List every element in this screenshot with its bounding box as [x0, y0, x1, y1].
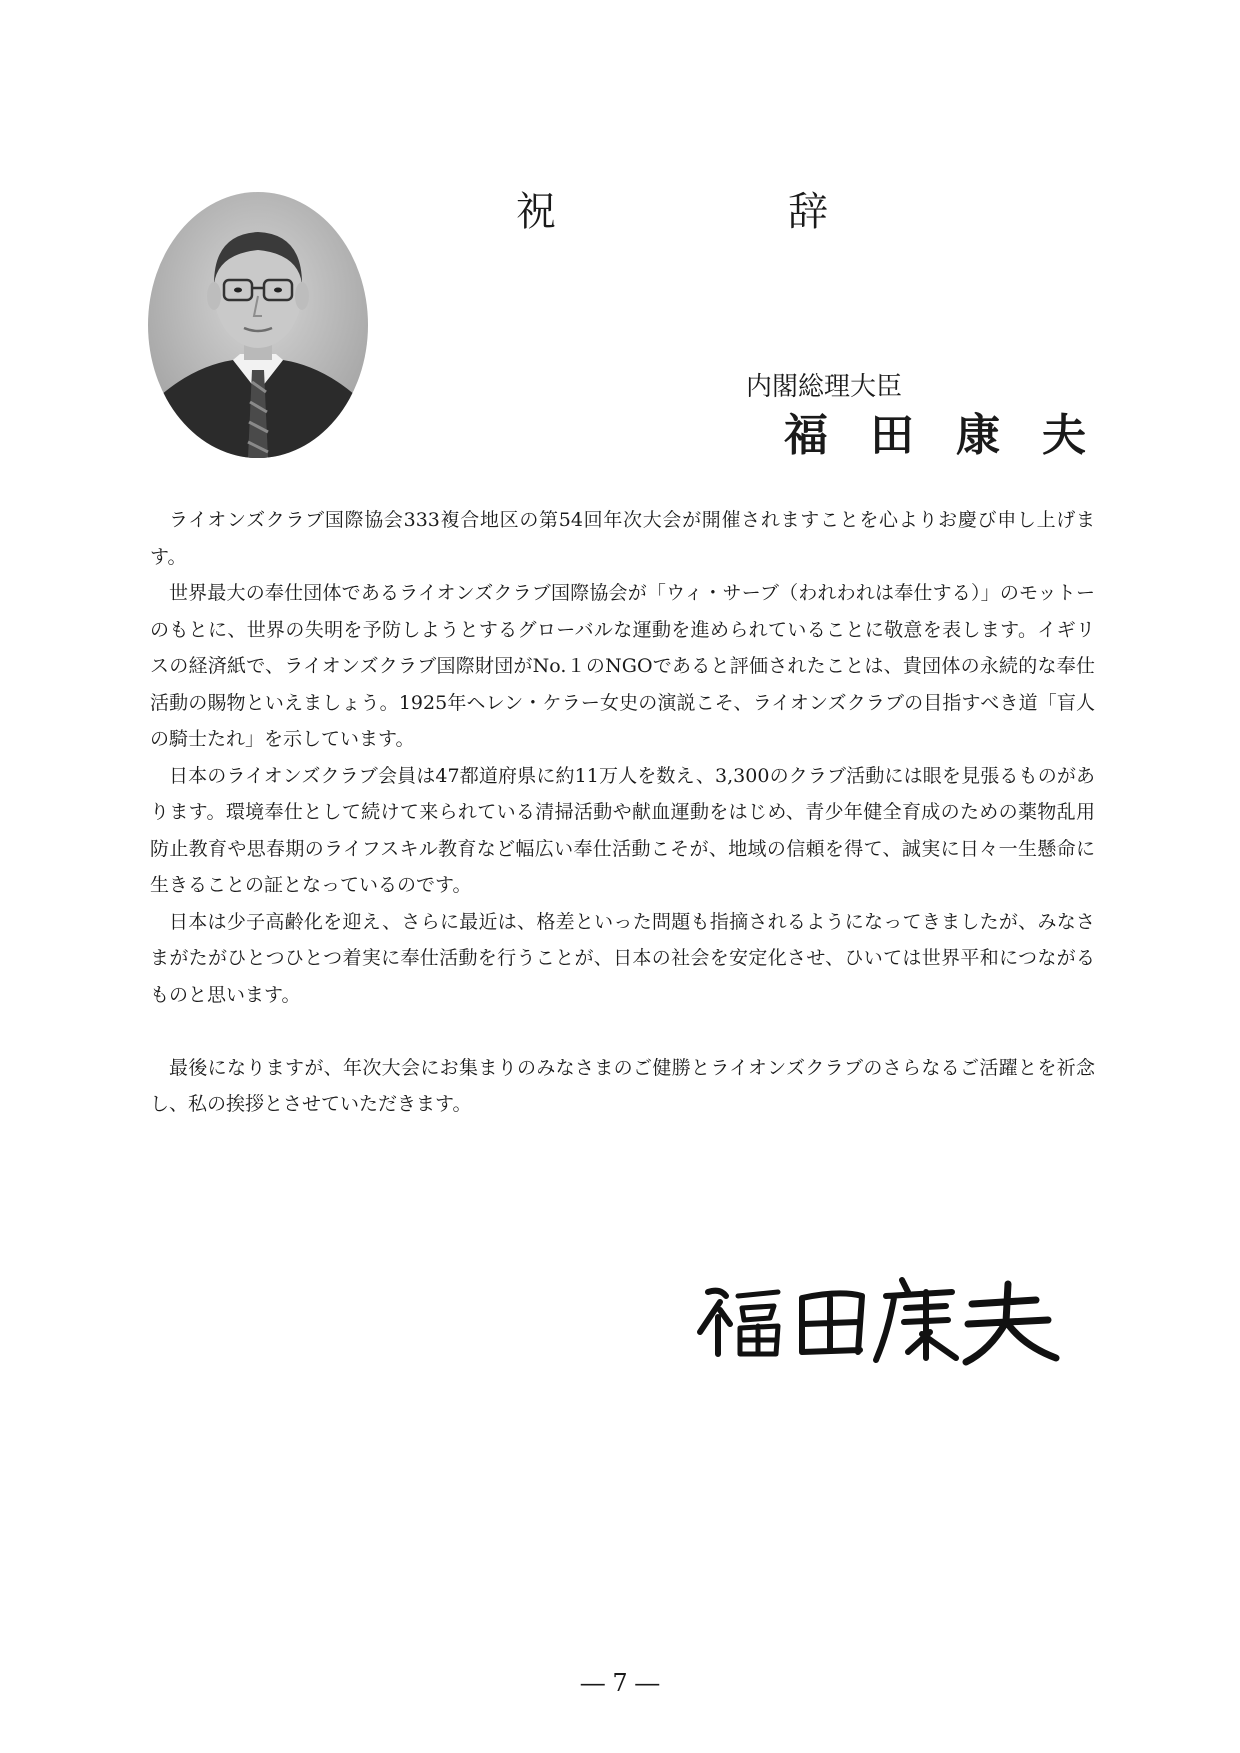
author-name: 福田康夫 [784, 410, 1128, 461]
portrait-photo [148, 192, 368, 458]
paragraph: 日本のライオンズクラブ会員は47都道府県に約11万人を数え、3,300のクラブ活動には眼を見張るものがあります。環境奉仕として続けて来られている清掃活動や献血運動をはじめ、青少年健全育成のための薬物乱用防止教育や思春期のライフスキル教育など幅広い奉仕活動こそが、地域の信頼を得て、誠実に日々一生懸命に生きることの証となっているのです。 [150, 764, 1095, 896]
paragraph: ライオンズクラブ国際協会333複合地区の第54回年次大会が開催されますことを心よりお慶び申し上げます。 [150, 509, 1095, 568]
author-role: 内閣総理大臣 [746, 372, 903, 402]
message-body [150, 502, 1095, 1123]
page-number: ― 7 ― [580, 1669, 660, 1697]
page-title: 祝 辞 [516, 189, 924, 235]
paragraph: 最後になりますが、年次大会にお集まりのみなさまのご健勝とライオンズクラブのさらなるご活躍とを祈念し、私の挨拶とさせていただきます。 [150, 1056, 1095, 1115]
paragraph: 世界最大の奉仕団体であるライオンズクラブ国際協会が「ウィ・サーブ（われわれは奉仕する）」のモットーのもとに、世界の失明を予防しようとするグローバルな運動を進められていることに敬意を表します。イギリスの経済紙で、ライオンズクラブ国際財団がNo.１のNGOであると評価されたことは、貴団体の永続的な奉仕活動の賜物といえましょう。1925年ヘレン・ケラー女史の演説こそ、ライオンズクラブの目指すべき道「盲人の騎士たれ」を示しています。 [150, 582, 1095, 750]
paragraph: 日本は少子高齢化を迎え、さらに最近は、格差といった問題も指摘されるようになってきましたが、みなさまがたがひとつひとつ着実に奉仕活動を行うことが、日本の社会を安定化させ、ひいては世界平和につながるものと思います。 [150, 910, 1095, 1006]
handwritten-signature [690, 1262, 1060, 1372]
